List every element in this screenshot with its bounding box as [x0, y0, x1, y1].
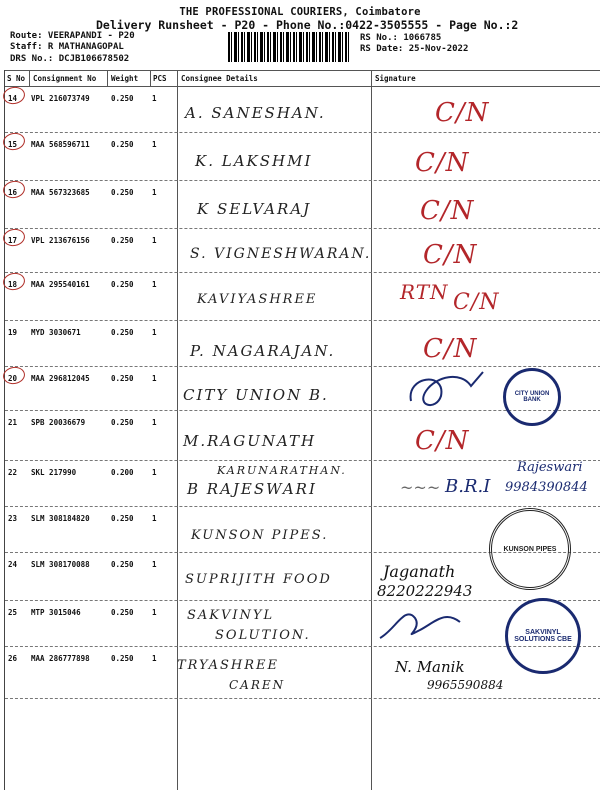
row-pcs: 1	[152, 280, 157, 289]
row-consignee-line2: SOLUTION.	[215, 628, 311, 643]
row-sno: 14	[8, 94, 18, 103]
row-weight: 0.250	[111, 236, 134, 245]
row-consignee: SAKVINYL	[187, 608, 275, 623]
barcode	[228, 32, 350, 62]
row-signature-faint: ~~~	[400, 478, 441, 497]
row-signature: N. Manik	[395, 658, 465, 676]
row-phone-note: 8220222943	[377, 582, 473, 600]
col-header-weight: Weight	[111, 74, 139, 83]
row-consignment: MAA 567323685	[31, 188, 90, 197]
row-consignment: MAA 295540161	[31, 280, 90, 289]
col-header-signature: Signature	[375, 74, 416, 83]
row-consignee: A. SANESHAN.	[185, 104, 326, 122]
blue-signature-scribble	[375, 600, 465, 644]
rs-date-label: RS Date: 25-Nov-2022	[360, 44, 469, 54]
row-consignee: K. LAKSHMI	[195, 152, 313, 170]
col-header-consignee: Consignee Details	[181, 74, 258, 83]
row-sno: 18	[8, 280, 18, 289]
row-pcs: 1	[152, 418, 157, 427]
row-pcs: 1	[152, 140, 157, 149]
row-weight: 0.250	[111, 188, 134, 197]
row-signature: C/N	[453, 290, 500, 315]
row-signature-name: Rajeswari	[517, 460, 583, 475]
col-header-sno: S No	[7, 74, 26, 83]
row-consignee: KAVIYASHREE	[197, 292, 318, 307]
row-pcs: 1	[152, 514, 157, 523]
row-weight: 0.250	[111, 374, 134, 383]
row-pcs: 1	[152, 374, 157, 383]
row-pcs: 1	[152, 328, 157, 337]
city-union-bank-stamp: CITY UNION BANK	[503, 368, 561, 426]
row-consignment: MTP 3015046	[31, 608, 81, 617]
row-consignment: MAA 286777898	[31, 654, 90, 663]
row-pcs: 1	[152, 188, 157, 197]
row-consignee-line2: CAREN	[229, 678, 286, 692]
row-consignment: VPL 216073749	[31, 94, 90, 103]
row-signature: B.R.I	[445, 476, 491, 497]
route-label: Route: VEERAPANDI - P20	[10, 31, 135, 41]
rs-no-label: RS No.: 1066785	[360, 33, 442, 43]
row-consignee: K SELVARAJ	[197, 200, 312, 218]
row-pcs: 1	[152, 654, 157, 663]
row-sno: 16	[8, 188, 18, 197]
row-weight: 0.250	[111, 418, 134, 427]
row-consignee: KUNSON PIPES.	[191, 528, 329, 543]
row-pcs: 1	[152, 94, 157, 103]
col-header-pcs: PCS	[153, 74, 167, 83]
row-pcs: 1	[152, 236, 157, 245]
row-consignee-note: KARUNARATHAN.	[217, 464, 347, 477]
row-signature-rtn: RTN	[400, 280, 449, 304]
kunson-pipes-stamp: KUNSON PIPES	[489, 508, 571, 590]
row-pcs: 1	[152, 560, 157, 569]
row-weight: 0.250	[111, 280, 134, 289]
row-consignment: SKL 217990	[31, 468, 77, 477]
row-consignment: MAA 296812045	[31, 374, 90, 383]
row-sno: 26	[8, 654, 18, 663]
row-signature: C/N	[415, 148, 470, 178]
row-pcs: 1	[152, 608, 157, 617]
row-signature: C/N	[415, 426, 470, 456]
row-consignee: S. VIGNESHWARAN.	[190, 246, 372, 262]
row-weight: 0.250	[111, 514, 134, 523]
row-consignee: M.RAGUNATH	[183, 432, 317, 450]
row-consignee: SUPRIJITH FOOD	[185, 572, 332, 587]
row-phone-note: 9984390844	[505, 480, 588, 495]
row-sno: 20	[8, 374, 18, 383]
row-consignment: SLM 308184820	[31, 514, 90, 523]
row-weight: 0.250	[111, 94, 134, 103]
runsheet-table	[4, 70, 600, 790]
sakvinyl-solutions-stamp: SAKVINYL SOLUTIONS CBE	[505, 598, 581, 674]
row-signature: C/N	[423, 240, 478, 270]
company-name: THE PROFESSIONAL COURIERS, Coimbatore	[179, 6, 421, 18]
runsheet-title: Delivery Runsheet - P20 - Phone No.:0422-3505555 - Page No.:2	[96, 18, 519, 32]
row-sno: 21	[8, 418, 18, 427]
row-consignment: SLM 308170088	[31, 560, 90, 569]
row-consignee: P. NAGARAJAN.	[190, 342, 336, 360]
row-consignment: VPL 213676156	[31, 236, 90, 245]
row-sno: 25	[8, 608, 18, 617]
row-consignee: B RAJESWARI	[187, 480, 317, 498]
row-phone-note: 9965590884	[427, 678, 504, 692]
row-pcs: 1	[152, 468, 157, 477]
row-sno: 17	[8, 236, 18, 245]
drs-label: DRS No.: DCJB106678502	[10, 54, 130, 64]
row-weight: 0.250	[111, 654, 134, 663]
row-sno: 24	[8, 560, 18, 569]
row-sno: 22	[8, 468, 18, 477]
row-weight: 0.250	[111, 328, 134, 337]
row-weight: 0.250	[111, 140, 134, 149]
row-consignment: SPB 20036679	[31, 418, 86, 427]
row-sno: 15	[8, 140, 18, 149]
row-sno: 23	[8, 514, 18, 523]
row-weight: 0.200	[111, 468, 134, 477]
row-signature: C/N	[420, 196, 475, 226]
col-header-consignment: Consignment No	[33, 74, 97, 83]
row-consignee: TRYASHREE	[177, 658, 280, 673]
row-consignment: MAA 568596711	[31, 140, 90, 149]
row-weight: 0.250	[111, 560, 134, 569]
staff-label: Staff: R MATHANAGOPAL	[10, 42, 124, 52]
row-signature: C/N	[423, 334, 478, 364]
row-sno: 19	[8, 328, 18, 337]
row-signature: Jaganath	[383, 562, 456, 581]
row-consignee: CITY UNION B.	[183, 386, 329, 404]
row-consignment: MYD 3030671	[31, 328, 81, 337]
blue-signature-scribble	[401, 366, 491, 416]
row-weight: 0.250	[111, 608, 134, 617]
row-signature: C/N	[435, 98, 490, 128]
